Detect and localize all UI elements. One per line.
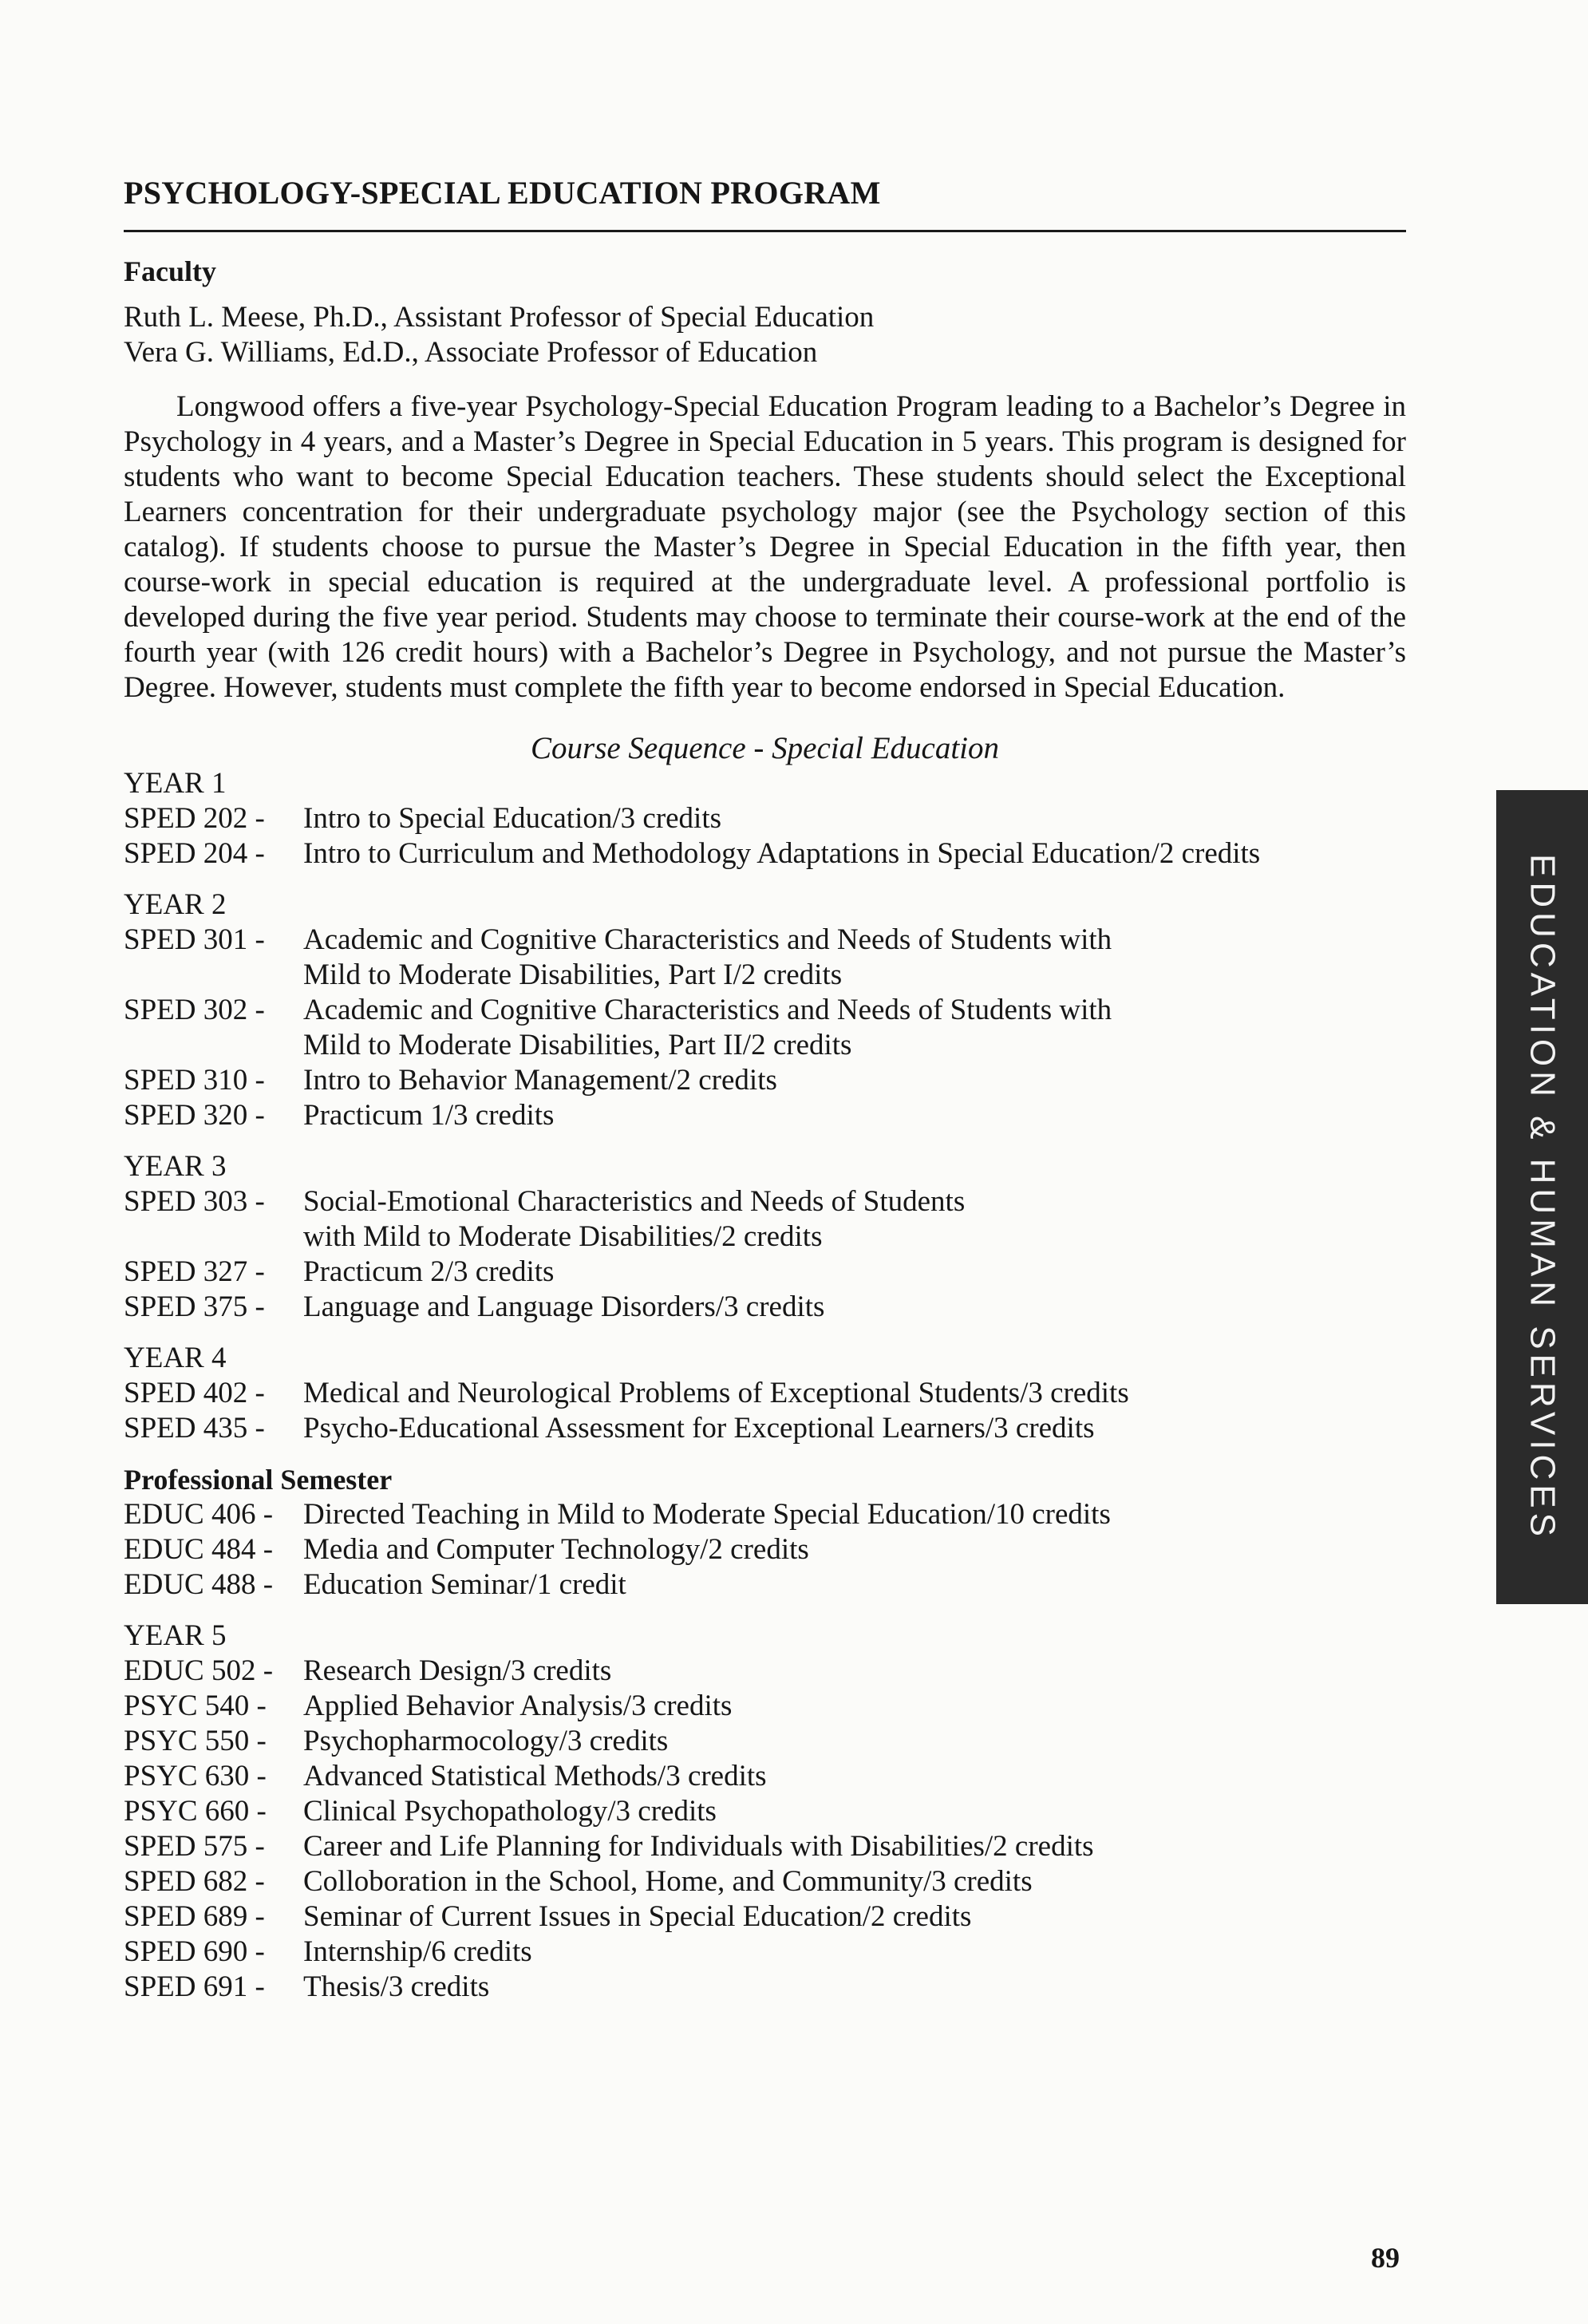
faculty-heading: Faculty [124, 255, 216, 287]
year-label: YEAR 2 [124, 888, 227, 921]
course-title: Research Design/3 credits [303, 1654, 612, 1687]
professional-semester-heading: Professional Semester [124, 1464, 393, 1496]
course-row [124, 1935, 1408, 1970]
course-code: SPED 303 - [124, 1185, 265, 1218]
side-tab-label: EDUCATION & HUMAN SERVICES [1523, 853, 1562, 1541]
course-title: Practicum 2/3 credits [303, 1255, 555, 1288]
course-code: PSYC 540 - [124, 1690, 267, 1722]
course-code: EDUC 484 - [124, 1533, 274, 1566]
course-row [124, 1759, 1408, 1794]
course-title: Applied Behavior Analysis/3 credits [303, 1690, 733, 1722]
course-title: Advanced Statistical Methods/3 credits [303, 1760, 767, 1792]
year-label: YEAR 3 [124, 1150, 227, 1183]
course-row [124, 1724, 1408, 1759]
course-row [124, 801, 1408, 836]
course-title: Career and Life Planning for Individuals with Disabilities/2 credits [303, 1830, 1094, 1863]
course-row-continuation [124, 1219, 1408, 1255]
course-row [124, 1184, 1408, 1219]
course-row [124, 1063, 1408, 1098]
course-code: SPED 302 - [124, 994, 265, 1026]
course-code: SPED 690 - [124, 1935, 265, 1968]
title-rule [124, 230, 1406, 232]
course-title: Clinical Psychopathology/3 credits [303, 1795, 717, 1828]
course-code: PSYC 550 - [124, 1725, 267, 1757]
course-code: SPED 689 - [124, 1900, 265, 1933]
course-code: SPED 310 - [124, 1064, 265, 1097]
course-code: SPED 375 - [124, 1290, 265, 1323]
page-number: 89 [1371, 2242, 1400, 2274]
course-code: EDUC 406 - [124, 1498, 274, 1531]
course-code: EDUC 488 - [124, 1568, 274, 1601]
course-title: Colloboration in the School, Home, and Community/3 credits [303, 1865, 1033, 1898]
course-code: SPED 575 - [124, 1830, 265, 1863]
course-code: SPED 682 - [124, 1865, 265, 1898]
course-title: Psychopharmocology/3 credits [303, 1725, 669, 1757]
course-code: SPED 320 - [124, 1099, 265, 1132]
course-title: Directed Teaching in Mild to Moderate Special Education/10 credits [303, 1498, 1111, 1531]
course-title: Media and Computer Technology/2 credits [303, 1533, 809, 1566]
course-row [124, 1497, 1408, 1532]
course-title: Medical and Neurological Problems of Exceptional Students/3 credits [303, 1377, 1129, 1409]
course-row [124, 1899, 1408, 1935]
course-title: Practicum 1/3 credits [303, 1099, 555, 1132]
course-title: Intro to Behavior Management/2 credits [303, 1064, 777, 1097]
program-description: Longwood offers a five-year Psychology-Special Education Program leading to a Bachelor’s Degree in Psychology in 4 years, and a Master’s Degree in Special Education in 5 years. This program is designed for students who want to become Special Education teachers. These students should select the Exceptional Learners concentration for their undergraduate psychology major (see the Psychology section of this catalog). If students choose to pursue the Master’s Degree in Special Education in the fifth year, then course-work in special education is required at the undergraduate level. A professional portfolio is developed during the five year period. Students may choose to terminate their course-work at the end of the fourth year (with 126 credit hours) with a Bachelor’s Degree in Psychology, and not pursue the Master’s Degree. However, students must complete the fifth year to become endorsed in Special Education. [124, 390, 1406, 704]
course-title: Thesis/3 credits [303, 1970, 490, 2003]
course-title: Mild to Moderate Disabilities, Part I/2 credits [303, 958, 843, 991]
course-code: SPED 204 - [124, 837, 265, 870]
course-title: Mild to Moderate Disabilities, Part II/2 credits [303, 1029, 852, 1061]
course-title: Seminar of Current Issues in Special Education/2 credits [303, 1900, 972, 1933]
year-2-block [124, 887, 1408, 1133]
professional-semester-block [124, 1462, 1408, 1603]
year-3-block [124, 1149, 1408, 1325]
course-row [124, 1567, 1408, 1603]
course-row [124, 1864, 1408, 1899]
course-row [124, 1411, 1408, 1446]
page-title: PSYCHOLOGY-SPECIAL EDUCATION PROGRAM [124, 175, 881, 211]
course-row [124, 1654, 1408, 1689]
course-title: Academic and Cognitive Characteristics and Needs of Students with [303, 923, 1112, 956]
course-code: SPED 327 - [124, 1255, 265, 1288]
course-title: with Mild to Moderate Disabilities/2 credits [303, 1220, 823, 1253]
course-row [124, 1689, 1408, 1724]
faculty-list [124, 300, 1408, 370]
faculty-member: Ruth L. Meese, Ph.D., Assistant Professor of Special Education [124, 301, 875, 334]
course-code: PSYC 630 - [124, 1760, 267, 1792]
course-row [124, 836, 1408, 872]
year-label: YEAR 1 [124, 767, 227, 800]
section-side-tab [1496, 790, 1588, 1604]
year-1-block [124, 766, 1408, 872]
course-code: SPED 301 - [124, 923, 265, 956]
course-row-continuation [124, 1028, 1408, 1063]
faculty-member: Vera G. Williams, Ed.D., Associate Professor of Education [124, 336, 818, 369]
course-title: Language and Language Disorders/3 credits [303, 1290, 825, 1323]
year-4-block [124, 1341, 1408, 1446]
course-title: Internship/6 credits [303, 1935, 532, 1968]
course-title: Education Seminar/1 credit [303, 1568, 626, 1601]
course-row [124, 1532, 1408, 1567]
course-row [124, 1794, 1408, 1829]
course-code: SPED 202 - [124, 802, 265, 835]
year-label: YEAR 5 [124, 1619, 227, 1652]
course-code: PSYC 660 - [124, 1795, 267, 1828]
course-code: SPED 402 - [124, 1377, 265, 1409]
course-row [124, 1290, 1408, 1325]
course-row-continuation [124, 958, 1408, 993]
course-sequence-title: Course Sequence - Special Education [531, 731, 999, 765]
course-row [124, 1098, 1408, 1133]
course-code: SPED 435 - [124, 1412, 265, 1445]
course-code: EDUC 502 - [124, 1654, 274, 1687]
course-title: Psycho-Educational Assessment for Exceptional Learners/3 credits [303, 1412, 1095, 1445]
course-row [124, 993, 1408, 1028]
course-row [124, 1970, 1408, 2005]
course-title: Social-Emotional Characteristics and Needs of Students [303, 1185, 966, 1218]
page-content [124, 254, 1408, 2005]
course-row [124, 923, 1408, 958]
course-code: SPED 691 - [124, 1970, 265, 2003]
course-row [124, 1376, 1408, 1411]
course-row [124, 1255, 1408, 1290]
course-title: Intro to Special Education/3 credits [303, 802, 722, 835]
year-5-block [124, 1618, 1408, 2005]
course-title: Academic and Cognitive Characteristics and Needs of Students with [303, 994, 1112, 1026]
year-label: YEAR 4 [124, 1342, 227, 1374]
course-title: Intro to Curriculum and Methodology Adaptations in Special Education/2 credits [303, 837, 1261, 870]
course-row [124, 1829, 1408, 1864]
